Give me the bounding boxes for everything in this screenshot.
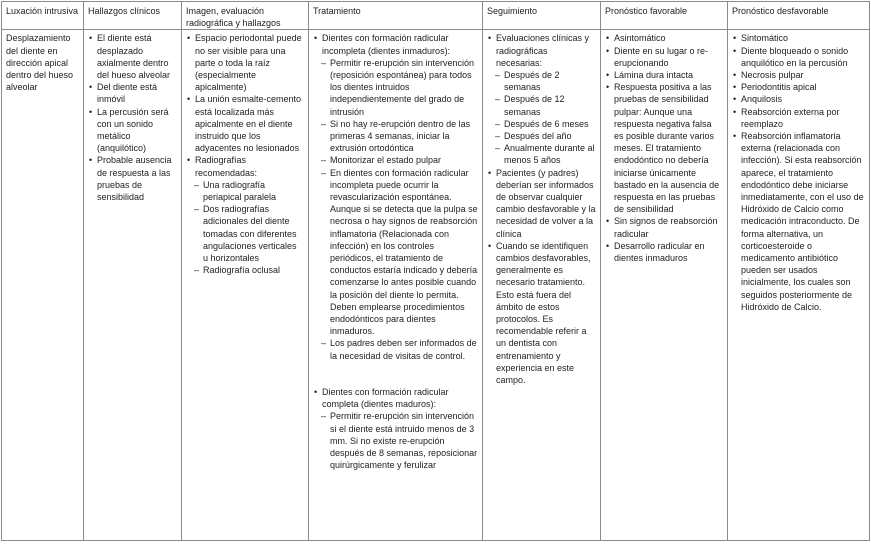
definicion-text: Desplazamiento del diente en dirección apical dentro del hueso alveolar bbox=[6, 33, 74, 93]
tratamiento-list bbox=[313, 32, 478, 361]
header-row bbox=[2, 2, 870, 30]
favorable-list bbox=[605, 32, 723, 264]
sub-list-item: – Después de 12 semanas bbox=[487, 93, 596, 117]
list-item: • Dientes con formación radicular incompleta (dientes inmaduros): bbox=[313, 32, 478, 56]
sub-list-item: – Después del año bbox=[487, 130, 596, 142]
cell-imagen bbox=[182, 30, 309, 541]
list-item: • Del diente está inmóvil bbox=[88, 81, 177, 105]
list-item: • Dientes con formación radicular completa (dientes maduros): bbox=[313, 386, 478, 410]
list-item: • Pacientes (y padres) deberían ser informados de observar cualquier cambio desfavorable y la necesidad de volver a la clínica bbox=[487, 167, 596, 240]
list-item: • Desarrollo radicular en dientes inmaduros bbox=[605, 240, 723, 264]
list-item: • Lámina dura intacta bbox=[605, 69, 723, 81]
sub-list-item: – Permitir re-erupción sin intervención si el diente está intruido menos de 3 mm. Si no existe re-erupción después de 8 semanas, reposicionar quirúrgicamente y ferulizar bbox=[313, 410, 478, 471]
sub-list-item: – Anualmente durante al menos 5 años bbox=[487, 142, 596, 166]
sub-list-item: – Monitorizar el estado pulpar bbox=[313, 154, 478, 166]
list-item: • Espacio periodontal puede no ser visible para una parte o toda la raíz (especialmente apicalmente) bbox=[186, 32, 304, 93]
list-item: • Reabsorción externa por reemplazo bbox=[732, 106, 865, 130]
imagen-list bbox=[186, 32, 304, 276]
sub-list-item: – Dos radiografías adicionales del diente tomadas con diferentes angulaciones verticales u horizontales bbox=[186, 203, 304, 264]
table-row bbox=[2, 30, 870, 541]
list-item: • Asintomático bbox=[605, 32, 723, 44]
cell-tratamiento bbox=[309, 30, 483, 541]
list-item: • El diente está desplazado axialmente dentro del hueso alveolar bbox=[88, 32, 177, 81]
sub-list-item: – Radiografía oclusal bbox=[186, 264, 304, 276]
list-item: • Diente en su lugar o re-erupcionando bbox=[605, 45, 723, 69]
tratamiento-list-2 bbox=[313, 386, 478, 471]
list-item: • Cuando se identifiquen cambios desfavorables, generalmente es necesario tratamiento. Esto está fuera del ámbito de estos protocolos. Es recomendable referir a un dentista con entrenamiento y experiencia en este campo. bbox=[487, 240, 596, 386]
list-item: • Anquilosis bbox=[732, 93, 865, 105]
header-hallazgos: Hallazgos clínicos bbox=[84, 2, 182, 30]
seguimiento-list bbox=[487, 32, 596, 386]
cell-pronostico-favorable bbox=[601, 30, 728, 541]
list-item: • Sintomático bbox=[732, 32, 865, 44]
header-seguimiento: Seguimiento bbox=[483, 2, 601, 30]
desfavorable-list bbox=[732, 32, 865, 313]
sub-list-item: – Una radiografía periapical paralela bbox=[186, 179, 304, 203]
list-item: • La percusión será con un sonido metálico (anquilótico) bbox=[88, 106, 177, 155]
cell-definicion bbox=[2, 30, 84, 541]
protocol-table bbox=[1, 1, 870, 541]
sub-list-item: – Permitir re-erupción sin intervención (reposición espontánea) para todos los dientes intruidos independientemente del grado de intrusión bbox=[313, 57, 478, 118]
sub-list-item: – Después de 6 meses bbox=[487, 118, 596, 130]
sub-list-item: – En dientes con formación radicular incompleta puede ocurrir la revascularización espontánea. Aunque si se detecta que la pulpa se necrosa o hay signos de reabsorción inflamatoria (Relacionada con infección) en los controles periódicos, el tratamiento de conductos estaría indicado y debería comenzarse lo antes posible cuando la posición del diente lo permita. Deben emplearse procedimientos endodónticos para dientes inmaduros. bbox=[313, 167, 478, 338]
cell-seguimiento bbox=[483, 30, 601, 541]
list-item: • Radiografías recomendadas: bbox=[186, 154, 304, 178]
list-item: • Evaluaciones clínicas y radiográficas necesarias: bbox=[487, 32, 596, 69]
list-item: • Probable ausencia de respuesta a las pruebas de sensibilidad bbox=[88, 154, 177, 203]
list-item: • Respuesta positiva a las pruebas de sensibilidad pulpar: Aunque una respuesta negativa falsa es posible durante varios meses. El tratamiento endodóntico no debería iniciarse únicamente bastado en la ausencia de respuesta en las pruebas de sensibilidad bbox=[605, 81, 723, 215]
sub-list-item: – Los padres deben ser informados de la necesidad de visitas de control. bbox=[313, 337, 478, 361]
sub-list-item: – Si no hay re-erupción dentro de las primeras 4 semanas, iniciar la extrusión ortodóntica bbox=[313, 118, 478, 155]
list-item: • Diente bloqueado o sonido anquilótico en la percusión bbox=[732, 45, 865, 69]
list-item: • Periodontitis apical bbox=[732, 81, 865, 93]
header-pronostico-desfavorable: Pronóstico desfavorable bbox=[728, 2, 870, 30]
header-pronostico-favorable: Pronóstico favorable bbox=[601, 2, 728, 30]
header-luxacion: Luxación intrusiva bbox=[2, 2, 84, 30]
cell-pronostico-desfavorable bbox=[728, 30, 870, 541]
list-item: • La unión esmalte-cemento está localizada más apicalmente en el diente instruido que los adyacentes no lesionados bbox=[186, 93, 304, 154]
hallazgos-list bbox=[88, 32, 177, 203]
sub-list-item: – Después de 2 semanas bbox=[487, 69, 596, 93]
list-item: • Necrosis pulpar bbox=[732, 69, 865, 81]
header-tratamiento: Tratamiento bbox=[309, 2, 483, 30]
list-item: • Sin signos de reabsorción radicular bbox=[605, 215, 723, 239]
header-imagen: Imagen, evaluación radiográfica y hallazgos bbox=[182, 2, 309, 30]
spacer bbox=[313, 362, 478, 386]
cell-hallazgos bbox=[84, 30, 182, 541]
list-item: • Reabsorción inflamatoria externa (relacionada con infección). Si esta reabsorción aparece, el tratamiento endodóntico debe iniciarse inmediatamente, con el uso de Hidróxido de Calcio como medicación intraconducto. De forma alternativa, un corticoesteroide o medicamento antibiótico pueden ser usados inicialmente, los cuales son seguidos posteriormente de Hidróxido de Calcio. bbox=[732, 130, 865, 313]
